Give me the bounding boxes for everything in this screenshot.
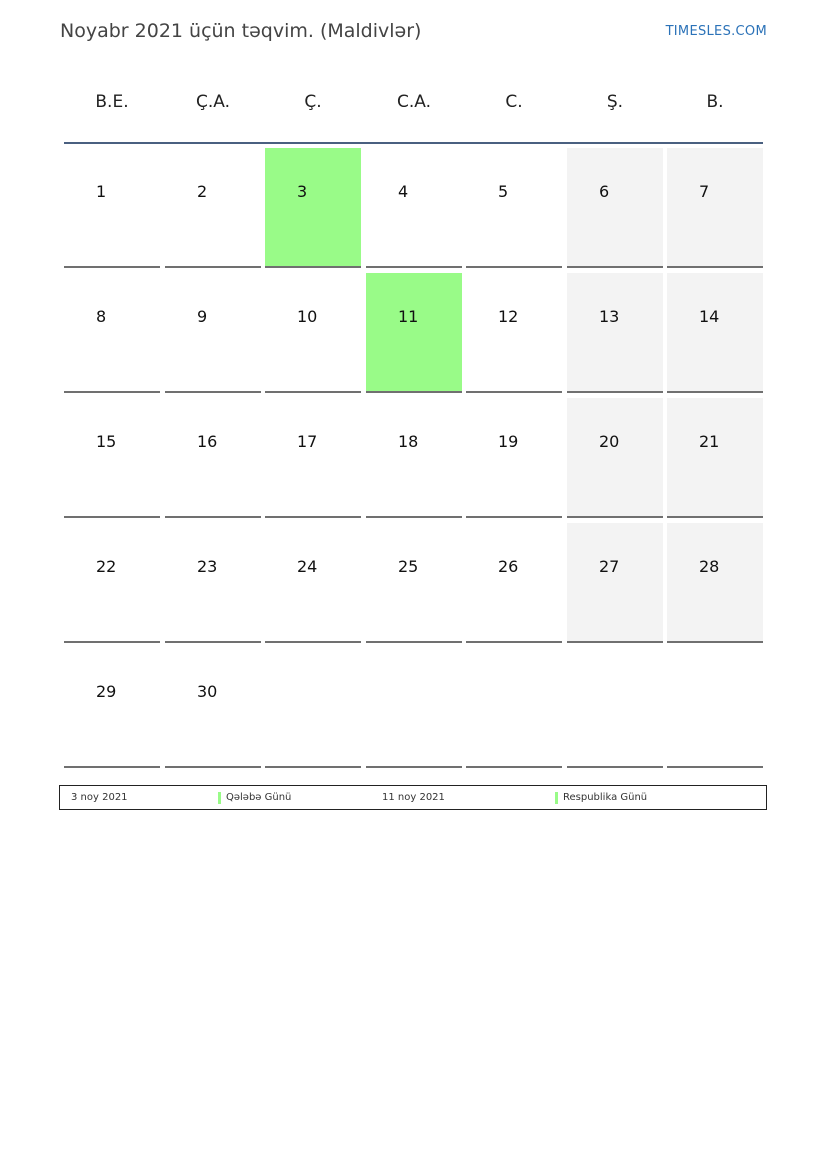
legend-holiday-name: Qələbə Günü bbox=[226, 792, 292, 803]
day-cell[interactable] bbox=[265, 523, 361, 643]
day-number: 21 bbox=[699, 432, 720, 451]
day-number: 11 bbox=[398, 307, 419, 326]
day-number: 27 bbox=[599, 557, 620, 576]
weekend-day-cell[interactable] bbox=[667, 523, 763, 643]
weekend-day-cell[interactable] bbox=[667, 273, 763, 393]
day-number: 2 bbox=[197, 182, 208, 201]
weekday-label: C.A. bbox=[396, 92, 431, 112]
legend-color-marker bbox=[218, 792, 221, 804]
day-cell[interactable] bbox=[64, 398, 160, 518]
brand-link[interactable]: TIMESLES.COM bbox=[665, 24, 767, 39]
day-cell[interactable] bbox=[165, 398, 261, 518]
weekday-label: B.E. bbox=[95, 92, 129, 112]
empty-day-cell bbox=[366, 648, 462, 768]
day-number: 17 bbox=[297, 432, 318, 451]
day-number: 22 bbox=[96, 557, 117, 576]
holiday-day-cell[interactable] bbox=[366, 273, 462, 393]
day-number: 30 bbox=[197, 682, 218, 701]
day-cell[interactable] bbox=[265, 398, 361, 518]
weekend-day-cell[interactable] bbox=[567, 523, 663, 643]
day-number: 12 bbox=[498, 307, 519, 326]
empty-day-cell bbox=[265, 648, 361, 768]
day-cell[interactable] bbox=[64, 273, 160, 393]
day-number: 18 bbox=[398, 432, 419, 451]
day-number: 26 bbox=[498, 557, 519, 576]
day-number: 1 bbox=[96, 182, 107, 201]
day-cell[interactable] bbox=[165, 273, 261, 393]
day-cell[interactable] bbox=[165, 648, 261, 768]
day-cell[interactable] bbox=[466, 523, 562, 643]
day-cell[interactable] bbox=[466, 273, 562, 393]
day-number: 3 bbox=[297, 182, 308, 201]
day-cell[interactable] bbox=[366, 398, 462, 518]
day-number: 5 bbox=[498, 182, 509, 201]
weekend-day-cell[interactable] bbox=[667, 148, 763, 268]
empty-day-cell bbox=[567, 648, 663, 768]
day-number: 7 bbox=[699, 182, 710, 201]
day-cell[interactable] bbox=[64, 648, 160, 768]
day-cell[interactable] bbox=[466, 148, 562, 268]
day-cell[interactable] bbox=[366, 523, 462, 643]
day-cell[interactable] bbox=[265, 273, 361, 393]
day-number: 19 bbox=[498, 432, 519, 451]
day-number: 20 bbox=[599, 432, 620, 451]
header-divider bbox=[64, 142, 763, 144]
day-cell[interactable] bbox=[165, 148, 261, 268]
day-number: 15 bbox=[96, 432, 117, 451]
weekend-day-cell[interactable] bbox=[567, 148, 663, 268]
empty-day-cell bbox=[466, 648, 562, 768]
day-number: 4 bbox=[398, 182, 409, 201]
legend-date: 3 noy 2021 bbox=[71, 792, 128, 803]
day-number: 23 bbox=[197, 557, 218, 576]
legend-holiday-name: Respublika Günü bbox=[563, 792, 648, 803]
day-number: 16 bbox=[197, 432, 218, 451]
weekday-label: Ş. bbox=[606, 92, 624, 112]
weekday-label: Ç.A. bbox=[195, 92, 230, 112]
weekday-label: B. bbox=[706, 92, 724, 112]
weekend-day-cell[interactable] bbox=[567, 398, 663, 518]
legend-date: 11 noy 2021 bbox=[382, 792, 445, 803]
day-number: 6 bbox=[599, 182, 610, 201]
legend-color-marker bbox=[555, 792, 558, 804]
day-number: 28 bbox=[699, 557, 720, 576]
empty-day-cell bbox=[667, 648, 763, 768]
weekend-day-cell[interactable] bbox=[667, 398, 763, 518]
weekday-label: Ç. bbox=[304, 92, 322, 112]
day-cell[interactable] bbox=[366, 148, 462, 268]
day-number: 9 bbox=[197, 307, 208, 326]
day-cell[interactable] bbox=[64, 523, 160, 643]
day-number: 14 bbox=[699, 307, 720, 326]
page-title: Noyabr 2021 üçün təqvim. (Maldivlər) bbox=[60, 20, 422, 42]
day-cell[interactable] bbox=[466, 398, 562, 518]
weekend-day-cell[interactable] bbox=[567, 273, 663, 393]
day-number: 24 bbox=[297, 557, 318, 576]
day-cell[interactable] bbox=[64, 148, 160, 268]
holiday-day-cell[interactable] bbox=[265, 148, 361, 268]
weekday-header-row bbox=[64, 92, 763, 116]
weekday-label: C. bbox=[505, 92, 523, 112]
day-number: 13 bbox=[599, 307, 620, 326]
day-cell[interactable] bbox=[165, 523, 261, 643]
holiday-legend bbox=[59, 785, 767, 810]
day-number: 8 bbox=[96, 307, 107, 326]
day-number: 25 bbox=[398, 557, 419, 576]
day-number: 10 bbox=[297, 307, 318, 326]
day-number: 29 bbox=[96, 682, 117, 701]
